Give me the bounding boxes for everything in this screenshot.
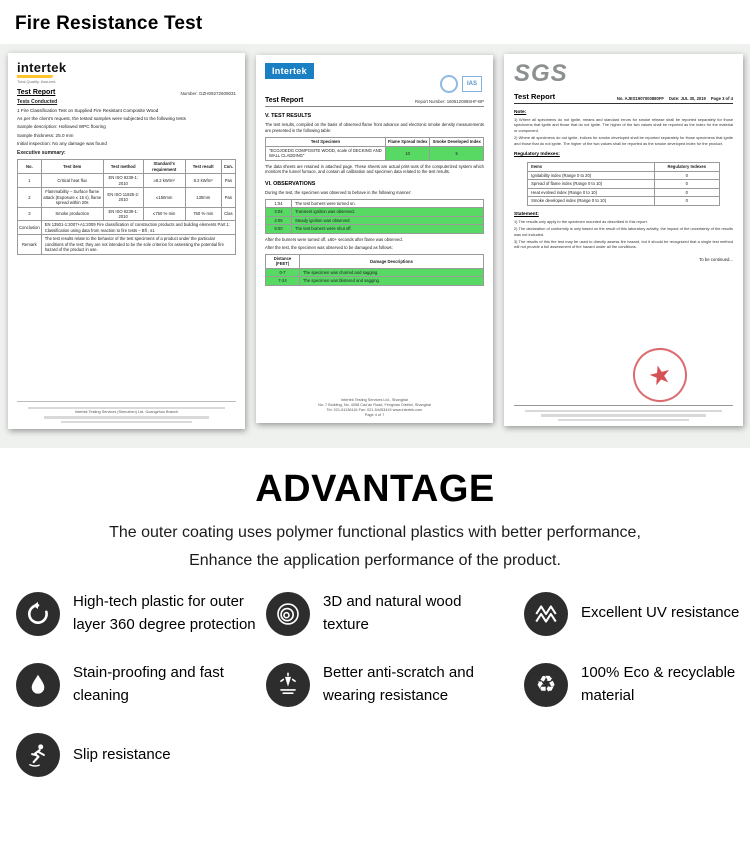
doc3-statement: 3) The results of this fire test may be used to directly assess fire hazard, but it should be recognized that a single test method will not provide a full assessment of fire hazard under all fire conditions. <box>514 239 733 250</box>
doc3-statement-label: Statement: <box>514 211 539 217</box>
table-header-row: Items Regulatory Indexes <box>528 163 720 171</box>
doc3-note-label: Note: <box>514 110 527 115</box>
fine-print-placeholder <box>61 421 192 424</box>
doc1-sample-thickness: Sample thickness: 25.0 mm <box>17 132 74 138</box>
table-row: Spread of flame index (Range 0 to 10) 0 <box>528 180 720 188</box>
doc3-report-meta <box>617 96 733 101</box>
doc2-section-v-title: V. TEST RESULTS <box>265 113 312 119</box>
doc3-page-number: Page 3 of 4 <box>710 96 733 101</box>
remark-row: Remark The test results relate to the behavior of the test specimens of a product under the particular conditions of the test; they are not intended to be the sole criterion for assessing the potential fire hazard of the product in use. <box>18 235 236 254</box>
certificate-intertek-guangzhou <box>8 53 245 429</box>
doc3-report-date: Date: JUL 30, 2019 <box>668 96 706 101</box>
doc1-initial-inspection: Initial inspection: No any damage was found <box>17 141 107 147</box>
advantage-subtitle-line2: Enhance the application performance of the product. <box>189 552 561 569</box>
feature-slip-resistance <box>16 733 266 777</box>
table-row: Smoke developed index (Range 0 to 10) 0 <box>528 197 720 205</box>
feature-label: 3D and natural wood texture <box>323 593 462 633</box>
doc1-report-heading: Test Report <box>17 89 56 96</box>
feature-high-tech-plastic <box>16 591 266 636</box>
doc3-statement: 2) The declaration of conformity is only based on the result of this laboratory activity; the impact of the uncertainty of the results was not included. <box>514 226 733 237</box>
doc2-paragraph: During the test, the specimen was observed to behave in the following manner: <box>265 190 412 196</box>
doc2-header <box>265 97 484 107</box>
doc2-paragraph: The test results, compiled on the basis of observed flame front advance and electronic smoke density measurements are presented in the following table: <box>265 122 484 133</box>
feature-uv-resistance <box>524 591 744 636</box>
table-row: Ignitability index (Range 0 to 20) 0 <box>528 171 720 179</box>
doc2-stamps <box>440 75 482 93</box>
doc2-section-vi-title: VI. OBSERVATIONS <box>265 181 316 188</box>
intertek-logo-text: intertek <box>17 60 67 75</box>
col-method: Test method <box>103 160 143 174</box>
conclusion-row: Conclusion EN 13501-1:2007+A1:2009 Fire classification of construction products and building elements Part 1: Classification using data from reaction to fire tests – Bfl , s1 <box>18 221 236 235</box>
doc1-footer <box>17 401 236 424</box>
observations-table <box>265 199 484 234</box>
ias-accredited-stamp-icon: IAS <box>462 76 482 92</box>
wood-texture-icon <box>266 592 310 636</box>
doc1-sample-desc: Sample description: Hollowed WPC flooring <box>17 124 106 130</box>
doc1-number-value: GZH09272609031 <box>198 91 236 96</box>
table-header-row: Distance (FEET) Damage Descriptions <box>266 254 484 268</box>
feature-label: Slip resistance <box>73 745 171 763</box>
fine-print-placeholder <box>525 410 722 413</box>
doc1-header <box>17 89 236 96</box>
feature-label: Better anti-scratch and wearing resistance <box>323 664 474 704</box>
feature-label: High-tech plastic for outer layer 360 degree protection <box>73 593 256 633</box>
table-row-highlighted: 4:05 Steady ignition was observed. <box>266 216 484 224</box>
fine-print-placeholder <box>558 419 689 422</box>
intertek-tagline: Total Quality. Assured. <box>17 79 57 84</box>
round-seal-icon <box>440 75 458 93</box>
sgs-logo: SGS <box>514 60 568 87</box>
features-grid <box>0 575 750 777</box>
doc2-top <box>265 63 484 93</box>
regulatory-indexes-table <box>527 162 720 205</box>
advantage-section <box>0 448 750 777</box>
intertek-blue-logo: Intertek <box>265 63 314 79</box>
doc1-number-label: Number: <box>180 91 198 96</box>
doc2-footer: Intertek Testing Services Ltd., Shanghai No. 7 Building, No. 4058 Cao'an Road, Fengxian District, Shanghai Tel: 021-61136116 Fax: 021-54453419 www.intertek.com Page 4 of 7 <box>265 397 484 417</box>
advantage-subtitle-line1: The outer coating uses polymer functional plastics with better performance, <box>109 524 641 541</box>
slip-resistance-icon <box>16 733 60 777</box>
table-row: 3 Smoke production EN ISO 9239-1: 2010 ≤750 %·min 750 %·min Clas <box>18 207 236 221</box>
certificate-intertek-shanghai <box>256 55 493 423</box>
eco-recyclable-icon: ♻ <box>524 663 568 707</box>
advantage-subtitle <box>0 519 750 575</box>
col-conclusion: Con. <box>221 160 235 174</box>
fire-resistance-title: Fire Resistance Test <box>15 13 203 34</box>
stain-proof-icon <box>16 663 60 707</box>
table-header-row <box>18 160 236 174</box>
doc3-header <box>514 92 733 104</box>
feature-anti-scratch <box>266 662 524 707</box>
feature-label: 100% Eco & recyclable material <box>581 664 736 704</box>
table-row-highlighted: 7-24 The specimen was blistered and sagging. <box>266 277 484 285</box>
table-row: 2 Flammability – Surface flame attack (Exposure ≤ 15 s), flame spread within 20s EN ISO 11925-2: 2010 ≤150mm 130mm Pas <box>18 188 236 207</box>
fine-print-placeholder <box>28 407 225 410</box>
table-row: 1 Critical heat flux EN ISO 9239-1: 2010 ≥8.2 kW/m² 8.2 kW/m² Pas <box>18 174 236 188</box>
feature-label: Excellent UV resistance <box>581 604 740 622</box>
doc1-summary-label: Executive summary: <box>17 149 66 156</box>
doc2-report-number: Report Number: 160512089SHF-BP <box>414 99 484 104</box>
fine-print-placeholder <box>44 416 208 419</box>
doc2-paragraph: The data sheets are retained in attached page. These sheets are actual print-outs of the computerized system which monitors the tunnel furnace, and contain all calibration and specimen data related to the test results. <box>265 163 484 175</box>
table-row-highlighted: 0-7 The specimen was charred and sagging. <box>266 268 484 276</box>
doc3-note: 2) Where all specimens do not ignite, indices for smoke developed shall be reported separately for those specimens that ignite and those that do not ignite. The higher of the two values shall be reported as the smoke developed index for the product. <box>514 135 733 146</box>
executive-summary-table <box>17 159 236 254</box>
doc1-intro: As per the client's request, the tested samples were subjected to the following tests <box>17 115 186 121</box>
col-no: No. <box>18 160 42 174</box>
damage-table <box>265 254 484 286</box>
doc2-paragraph: After the test, the specimen was observed to be damaged as follows: <box>265 245 393 251</box>
doc1-report-number <box>180 91 236 96</box>
doc1-test-title: 1 Fire Classification Test on Supplied Fire Resistant Composite Wood <box>17 107 159 113</box>
certificate-sgs <box>504 54 743 426</box>
col-result: Test result <box>185 160 221 174</box>
col-requirement: Standard's requirement <box>143 160 185 174</box>
doc2-page-number: Page 4 of 7 <box>364 413 385 417</box>
fine-print-placeholder <box>541 414 705 417</box>
feature-eco-recyclable <box>524 662 744 707</box>
advantage-title: ADVANTAGE <box>255 468 495 510</box>
red-company-seal-icon: ★ <box>627 342 692 407</box>
doc3-report-number: No. AJES1907000880FF <box>616 96 664 101</box>
feature-stain-proofing <box>16 662 266 707</box>
uv-resistance-icon <box>524 592 568 636</box>
doc3-regulatory-label: Regulatory Indexes: <box>514 152 560 158</box>
table-row-highlighted: 9:00 The test burners were shut off. <box>266 225 484 233</box>
table-row: "ECOJOEDG COMPOSITE WOOD, scale of DECKING AND WALL CLADDING" 10 5 <box>266 146 484 160</box>
test-results-table <box>265 137 484 160</box>
col-item: Test item <box>41 160 103 174</box>
feature-label: Stain-proofing and fast cleaning <box>73 664 224 704</box>
doc1-footer-company: Intertek Testing Services (Shenzhen) Ltd. Guangzhou Branch <box>74 410 179 414</box>
table-row-highlighted: 3:04 Transient ignition was observed. <box>266 208 484 216</box>
doc3-note: 1) Where all specimens do not ignite, means and standard errors for smoke release shall be reported separately for those specimens that ignite and those that do not ignite. The higher of the two values shall be reported as the index for the material or component. <box>514 117 733 133</box>
doc3-report-heading: Test Report <box>514 92 556 101</box>
anti-scratch-icon <box>266 663 310 707</box>
feature-wood-texture <box>266 591 524 636</box>
intertek-logo-swoosh-icon <box>17 75 53 78</box>
doc1-tests-conducted: Tests Conducted <box>17 98 58 105</box>
protection-360-icon <box>16 592 60 636</box>
doc2-report-heading: Test Report <box>265 97 304 104</box>
intertek-logo <box>17 61 236 84</box>
doc3-footer <box>514 405 733 422</box>
doc3-to-be-continued: To be continued... <box>699 256 733 262</box>
table-row: Heat evolved index (Range 0 to 10) 0 <box>528 188 720 196</box>
doc3-statement: 1) The results only apply to the specimen mounted as described in this report. <box>514 218 648 224</box>
table-header-row: Test Specimen Flame Spread Index Smoke Developed Index <box>266 138 484 146</box>
doc2-paragraph: After the burners were turned off, ±60+ seconds after flame was observed. <box>265 236 403 242</box>
certificates-band <box>0 44 750 448</box>
table-row: 1:04 The test burners were turned on. <box>266 199 484 207</box>
